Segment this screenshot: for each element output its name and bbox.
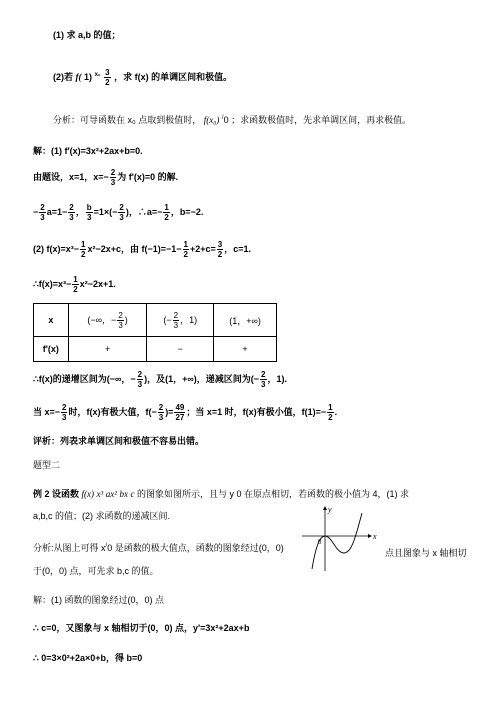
frac-num: 2 <box>119 203 124 212</box>
solution-line-5 <box>33 275 116 294</box>
frac-num: 3 <box>105 68 110 77</box>
table-cell-sign-3: + <box>214 337 277 362</box>
analysis-prefix: 分析：可导函数在 x₀ 点取到极值时， <box>53 115 202 125</box>
s4-b: x²−2x+c，由 f(−1)=−1− <box>87 243 182 254</box>
solution-2-line-3: ∴ 0=3×0²+2a×0+b，得 b=0 <box>33 653 143 663</box>
example-2-line-1 <box>33 487 409 500</box>
q2-suffix: ，求 f(x) 的单调区间和极值。 <box>114 71 233 82</box>
s7-b: 时，f(x)有极大值，f(− <box>68 406 157 417</box>
s4-d: ，c=1. <box>224 243 251 254</box>
s3-frac-4 <box>118 203 124 222</box>
analysis-2-line-1 <box>33 541 284 554</box>
table-row <box>34 337 277 362</box>
comment: 评析：列表求单调区间和极值不容易出错。 <box>33 436 205 446</box>
an2-b: 0 是函数的极大值点，函数的图象经过(0，0) <box>107 543 284 553</box>
q2-fx: f( <box>75 71 82 82</box>
s7-frac-1 <box>61 403 67 422</box>
s7-frac-3 <box>174 403 185 422</box>
s2-a: 由题设，x=1，x=− <box>33 171 109 182</box>
analysis-zero: 0 <box>223 115 229 125</box>
frac-den: 3 <box>62 413 67 422</box>
solution-line-6 <box>33 370 287 389</box>
s6-a: ∴f(x)的递增区间为(−∞，− <box>33 373 136 384</box>
solution-line-1: 解：(1) f'(x)=3x²+2ax+b=0. <box>33 146 143 156</box>
frac-den: 2 <box>164 213 169 222</box>
s3-a2: a=1− <box>46 206 68 217</box>
axis-label-x: x <box>373 532 377 541</box>
table-cell-sign-1: + <box>68 337 147 362</box>
frac-num: 1 <box>81 240 86 249</box>
s5-frac <box>72 275 78 294</box>
ex2-b: f(x) <box>81 489 95 499</box>
s4-frac-2 <box>183 240 189 259</box>
section-title: 题型二 <box>33 460 61 470</box>
ex2-g: 的图象如图所示，且与 y <box>134 489 234 499</box>
h2-b: ，1) <box>180 314 198 325</box>
table-header-interval-1 <box>68 304 147 337</box>
s3-a1: − <box>33 206 39 217</box>
frac-num: 2 <box>40 203 45 212</box>
frac-den: 3 <box>261 380 266 389</box>
frac-num: 2 <box>118 310 123 320</box>
an2-a: 分析:从图上可得 x <box>33 543 106 553</box>
ex2-i: 4，(1) 求 <box>372 489 410 499</box>
s6-c: ，1). <box>267 373 288 384</box>
frac-num: b <box>86 203 92 212</box>
frac-num: 2 <box>110 168 116 177</box>
solution-line-4 <box>33 240 251 259</box>
h1-frac <box>117 311 123 330</box>
s6-frac-1 <box>137 370 143 389</box>
s3-a5: )，∴a=− <box>125 206 163 217</box>
s7-d: ；当 x=1 时，f(x)有极小值，f(1)=− <box>186 406 327 417</box>
s5-a: ∴f(x)=x³− <box>33 278 72 289</box>
analysis-2-line-1-continued: 点且图象与 x 轴相切 <box>385 548 467 558</box>
question-1: (1) 求 a,b 的值； <box>53 30 121 40</box>
s4-a: (2) f(x)=x³− <box>33 243 80 254</box>
s7-frac-2 <box>158 403 164 422</box>
h2-a: (− <box>163 314 172 325</box>
analysis-1 <box>53 113 411 126</box>
frac-num: 2 <box>69 203 74 212</box>
question-2 <box>53 68 232 87</box>
s4-frac-1 <box>80 240 86 259</box>
frac-num: 1 <box>183 240 188 249</box>
q2-sup: x₀ <box>94 71 101 78</box>
analysis-sup: / <box>221 115 224 121</box>
frac-num: 2 <box>137 370 143 379</box>
frac-den: 3 <box>173 320 179 330</box>
solution-line-2 <box>33 168 178 187</box>
s5-b: x²−2x+1. <box>79 278 116 289</box>
frac-num: 2 <box>62 403 67 412</box>
s4-c: +2+c= <box>189 243 216 254</box>
ex2-e: bx <box>119 489 128 499</box>
frac-den: 3 <box>40 213 45 222</box>
solution-line-7 <box>33 403 337 422</box>
frac-num: 2 <box>173 310 179 320</box>
frac-num: 2 <box>158 403 164 412</box>
frac-den: 27 <box>175 413 185 422</box>
an2-sup: / <box>105 543 108 549</box>
h1-a: (−∞，− <box>87 314 117 325</box>
q2-prefix: (2)若 <box>53 71 73 82</box>
s4-frac-3 <box>217 240 223 259</box>
s7-frac-4 <box>327 403 333 422</box>
frac-den: 3 <box>110 178 116 187</box>
h2-frac <box>173 311 179 330</box>
analysis-suffix: ；求函数极值时，先求单调区间，再求极值。 <box>231 115 412 125</box>
frac-num: 3 <box>217 240 223 249</box>
table-label-derivative: f'(x) <box>34 337 69 362</box>
s7-c: )= <box>165 406 174 417</box>
frac-num: 1 <box>73 275 78 284</box>
solution-line-3 <box>33 203 203 222</box>
frac-den: 2 <box>183 250 188 259</box>
function-graph <box>300 505 380 573</box>
s6-b: )，及(1，+∞)，递减区间为(− <box>144 373 260 384</box>
s7-a: 当 x=− <box>33 406 61 417</box>
table-header-interval-2 <box>147 304 214 337</box>
ex2-h: 0 在原点相切，若函数的极小值为 <box>236 489 371 499</box>
frac-den: 3 <box>69 213 74 222</box>
s6-frac-2 <box>260 370 266 389</box>
h1-b: ) <box>124 314 128 325</box>
solution-2-line-2: ∴ c=0，又图象与 x 轴相切于(0，0) 点，y'=3x²+2ax+b <box>33 623 250 633</box>
axis-label-y: y <box>328 505 332 514</box>
origin-label: 0 <box>318 538 322 546</box>
frac-den: 3 <box>137 380 143 389</box>
frac-num: 49 <box>175 403 185 412</box>
solution-2-line-1: 解：(1) 函数的图象经过(0，0) 点 <box>33 595 165 605</box>
s2-b: 为 f'(x)=0 的解. <box>117 171 179 182</box>
y-axis-arrow <box>323 506 327 510</box>
frac-den: 3 <box>86 213 92 222</box>
ex2-d: ax² <box>105 489 117 499</box>
table-header-x: x <box>34 304 69 337</box>
frac-num: 1 <box>164 203 169 212</box>
frac-den: 3 <box>119 213 124 222</box>
x-axis-arrow <box>368 534 372 538</box>
s3-frac-1 <box>39 203 45 222</box>
table-cell-sign-2: − <box>147 337 214 362</box>
s3-frac-3 <box>86 203 93 222</box>
q2-arg: 1) <box>84 71 93 82</box>
s3-a6: ，b=−2. <box>170 206 204 217</box>
frac-den: 2 <box>217 250 223 259</box>
frac-den: 3 <box>158 413 164 422</box>
table-header-interval-3: (1，+∞) <box>214 304 277 337</box>
frac-den: 2 <box>328 413 333 422</box>
ex2-f: c <box>130 489 135 499</box>
frac-num: 1 <box>328 403 333 412</box>
frac-den: 2 <box>73 285 78 294</box>
frac-num: 2 <box>261 370 266 379</box>
ex2-c: x³ <box>96 489 104 499</box>
s3-a4: =1×(− <box>93 206 118 217</box>
q2-frac <box>104 68 110 87</box>
table-row <box>34 304 277 337</box>
s3-frac-5 <box>163 203 169 222</box>
frac-den: 2 <box>105 78 110 87</box>
analysis-2-line-2: 于(0，0) 点，可先求 b,c 的值。 <box>33 566 159 576</box>
s2-frac <box>110 168 116 187</box>
monotonicity-table <box>33 303 277 362</box>
s3-frac-2 <box>68 203 74 222</box>
frac-den: 2 <box>81 250 86 259</box>
s7-e: . <box>334 406 338 417</box>
ex2-a: 例 2 设函数 <box>33 489 82 499</box>
s3-a3: ， <box>75 206 85 217</box>
example-2-line-2: a,b,c 的值；(2) 求函数的递减区间. <box>33 511 171 521</box>
analysis-fx0: f(x₀) <box>203 115 220 125</box>
frac-den: 3 <box>118 320 123 330</box>
